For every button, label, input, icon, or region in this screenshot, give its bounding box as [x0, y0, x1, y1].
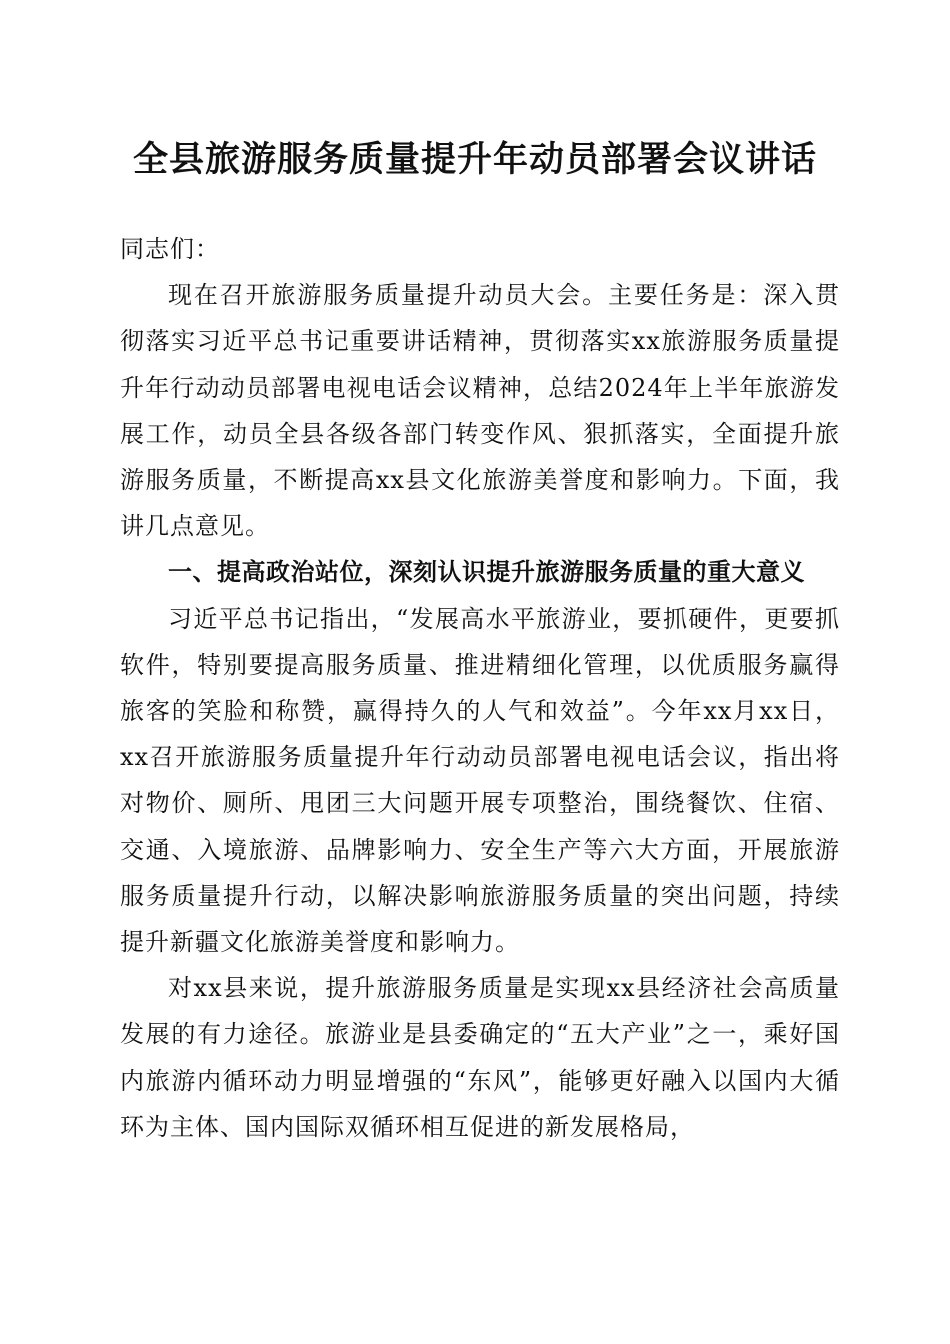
document-body	[120, 226, 840, 1150]
section-heading-1: 一、提高政治站位，深刻认识提升旅游服务质量的重大意义	[168, 558, 805, 587]
document-title: 全县旅游服务质量提升年动员部署会议讲话	[132, 139, 817, 180]
paragraph-quote: 习近平总书记指出，“发展高水平旅游业，要抓硬件，更要抓软件，特别要提高服务质量、推进精细化管理，以优质服务赢得旅客的笑脸和称赞，赢得持久的人气和效益”。今年xx月xx日，xx召开旅游服务质量提升年行动动员部署电视电话会议，指出将对物价、厕所、甩团三大问题开展专项整治，围绕餐饮、住宿、交通、入境旅游、品牌影响力、安全生产等六大方面，开展旅游服务质量提升行动，以解决影响旅游服务质量的突出问题，持续提升新疆文化旅游美誉度和影响力。	[120, 604, 840, 957]
salutation: 同志们：	[120, 235, 220, 263]
paragraph-county: 对xx县来说，提升旅游服务质量是实现xx县经济社会高质量发展的有力途径。旅游业是县委确定的“五大产业”之一，乘好国内旅游内循环动力明显增强的“东风”，能够更好融入以国内大循环为主体、国内国际双循环相互促进的新发展格局，	[120, 974, 840, 1141]
paragraph-intro: 现在召开旅游服务质量提升动员大会。主要任务是：深入贯彻落实习近平总书记重要讲话精神，贯彻落实xx旅游服务质量提升年行动动员部署电视电话会议精神，总结2024年上半年旅游发展工作，动员全县各级各部门转变作风、狠抓落实，全面提升旅游服务质量，不断提高xx县文化旅游美誉度和影响力。下面，我讲几点意见。	[120, 281, 840, 541]
